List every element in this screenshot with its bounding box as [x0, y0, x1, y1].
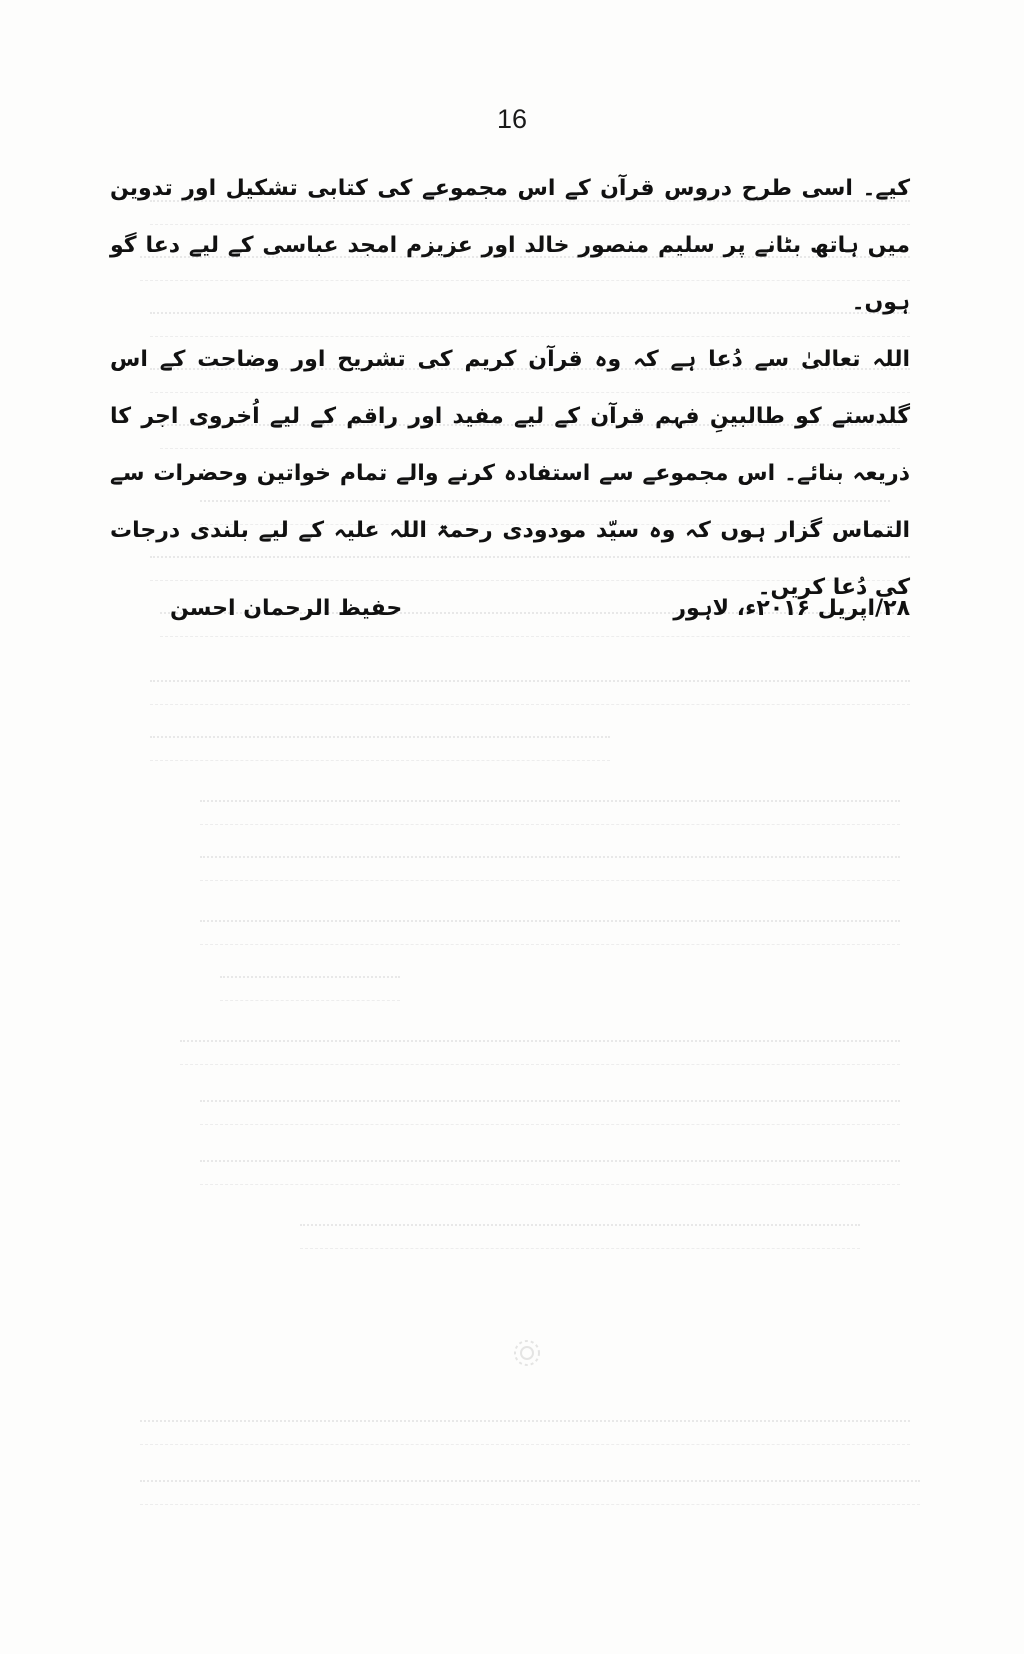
paragraph: کیے۔ اسی طرح دروس قرآن کے اس مجموعے کی کتابی تشکیل اور تدوین میں ہاتھ بٹانے پر سلیم منصور خالد اور عزیزم امجد عباسی کے لیے دعا گو ہوں۔: [110, 176, 910, 315]
ornament-icon: [512, 1338, 542, 1368]
page-number: 16: [496, 104, 528, 134]
date-place: ۲۸/اپریل ۲۰۱۶ء، لاہور: [673, 596, 910, 621]
signature-line: [170, 596, 910, 621]
body-text: [110, 160, 910, 616]
paragraph: اللہ تعالیٰ سے دُعا ہے کہ وہ قرآن کریم کی تشریح اور وضاحت کے اس گلدستے کو طالبینِ فہم قرآن کے لیے مفید اور راقم کے لیے اُخروی اجر کا ذریعہ بنائے۔ اس مجموعے سے استفادہ کرنے والے تمام خواتین وحضرات سے التماس گزار ہوں کہ وہ سیّد مودودی رحمۃ اللہ علیہ کے لیے بلندی درجات کی دُعا کریں۔: [110, 347, 910, 600]
author-name: حفیظ الرحمان احسن: [170, 596, 403, 621]
